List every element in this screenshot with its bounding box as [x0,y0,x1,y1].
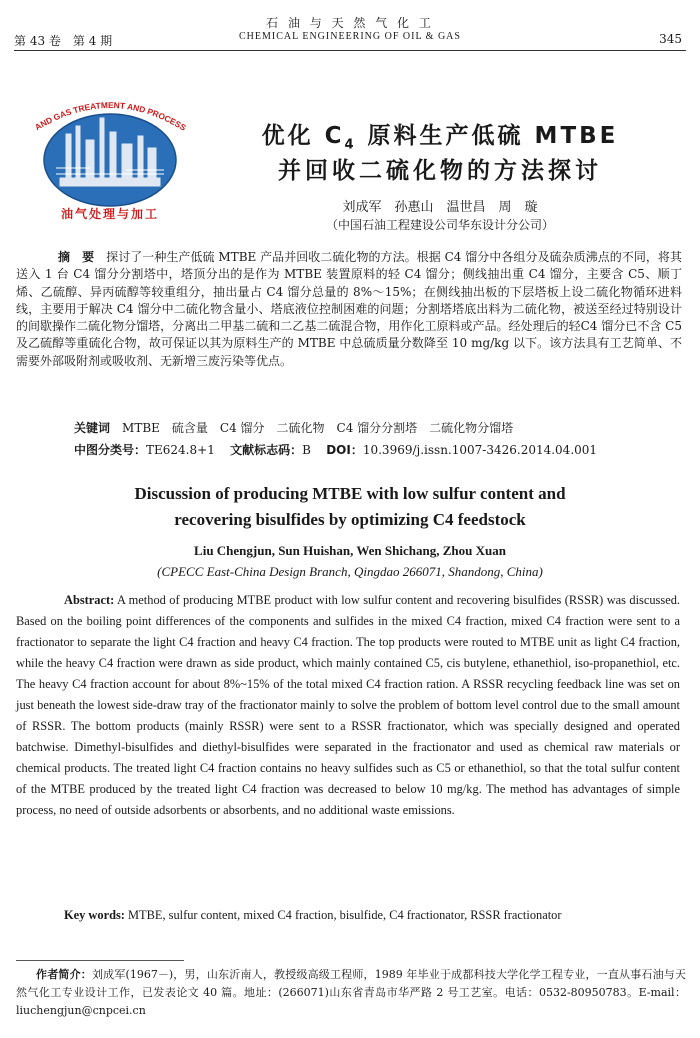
doi-value: 10.3969/j.issn.1007-3426.2014.04.001 [362,443,598,457]
title-cn-subscript: 4 [344,137,357,153]
keywords-cn [74,419,674,436]
authors-en: Liu Chengjun, Sun Huishan, Wen Shichang, Zhou Xuan [194,543,506,558]
cls-label: 中图分类号： [74,443,147,457]
title-cn-line1-b: 原料生产低硫 MTBE [356,123,619,149]
title-cn-line2: 并回收二硫化物的方法探讨 [278,158,602,184]
journal-logo-graphic [30,88,190,223]
header-divider [14,50,686,51]
logo-bottom-text: 油气处理与加工 [60,207,160,221]
abstract-cn [16,249,682,370]
keywords-en-label: Key words: [64,908,125,922]
doc-code-value: B [302,443,311,457]
title-cn-line1-a: 优化 C [261,123,345,149]
keywords-en [16,905,680,926]
classification-line [74,441,674,458]
journal-logo [30,88,190,223]
footnote-label: 作者简介： [36,968,92,981]
title-en-line1: Discussion of producing MTBE with low sulfur content and [134,484,566,503]
authors-cn: 刘成军 孙惠山 温世昌 周 璇 [342,200,538,215]
abstract-en-text: A method of producing MTBE product with low sulfur content and recovering bisulfides (RSSR) was discussed. Based on the boiling point differences of the components and sulfides in the mixed C4 fraction, mixed C4 fraction were sent to a fractionator to separate the light C4 fraction and heavy C4 fraction. The top products were routed to MTBE unit as light C4 fraction, while the heavy C4 fraction were drawn as side product, which mainly contained C5, cis butylene, ethanethiol, iso-propanethiol, etc. The heavy C4 fraction account for about 8%~15% of the total mixed C4 fraction ration. A RSSR recycling feedback line was set on just beneath the lowest side-draw tray of the fractionator mainly to solve the problem of bottom level control due to the small amount of RSSR. The bottom products (mainly RSSR) were sent to a RSSR fractionator, which was specially designed and operated batchwise. Dimethyl-bisulfides and diethyl-bisulfides were separated in the fractionator and used as chemical raw materials or chemical products. The treated light C4 fraction contains no heavy sulfides such as C5 or ethanethiol, so that the total sulfur content of the MTBE produced by the treated light C4 fraction was decreased to below 10 mg/kg. The method has advantages of simple process, no need of outside adsorbents or absorbents, and no additional waste emissions. [16,593,680,817]
journal-name-en: CHEMICAL ENGINEERING OF OIL & GAS [239,31,461,42]
footnote-text: 刘成军(1967－)，男，山东沂南人，教授级高级工程师，1989 年毕业于成都科技大学化学工程专业，一直从事石油与天然气化工专业设计工作，已发表论文 40 篇。地址：(266071)山东省青岛市华严路 2 号工艺室。电话：0532-80950783。E-mail：liuchengjun@cnpcei.cn [16,968,687,1017]
affiliation-cn: （中国石油工程建设公司华东设计分公司） [325,218,554,232]
abstract-en [16,590,680,821]
abstract-cn-text: 探讨了一种生产低硫 MTBE 产品并回收二硫化物的方法。根据 C4 馏分中各组分及硫杂质沸点的不同，将其送入 1 台 C4 馏分分割塔中，塔顶分出的是作为 MTBE 装置原料的轻 C4 馏分；侧线抽出重 C4 馏分，主要含 C5、顺丁烯、乙硫醇、异丙硫醇等较重组分，抽出量占 C4 馏分总量的 8%～15%；在侧线抽出板的下层塔板上设二硫化物循环进料线，主要用于解决 C4 馏分中二硫化物含量小、塔底液位控制困难的问题；分割塔塔底出料为二硫化物，被送至经过特别设计的间歇操作二硫化物分馏塔，分离出二甲基二硫和二乙基二硫混合物，用作化工原料或产品。经处理后的轻C4 馏分已不含 C5 及乙硫醇等重硫化合物，故可保证以其为原料生产的 MTBE 中总硫质量分数降至 10 mg/kg 以下。该方法具有工艺简单、不需要外部吸附剂或吸收剂、无新增三废污染等优点。 [16,250,682,368]
keywords-en-text: MTBE, sulfur content, mixed C4 fraction, bisulfide, C4 fractionator, RSSR fractionator [128,908,562,922]
doi-label: DOI： [326,443,363,457]
footnote-divider [16,960,184,961]
volume-issue: 第 43 卷 第 4 期 [14,34,113,48]
title-en-line2: recovering bisulfides by optimizing C4 feedstock [174,510,526,529]
abstract-en-label: Abstract: [64,593,115,607]
abstract-cn-label: 摘 要 [58,250,95,264]
cls-value: TE624.8+1 [146,443,215,457]
journal-name-cn: 石 油 与 天 然 气 化 工 [266,16,434,30]
page-number: 345 [659,32,682,46]
keywords-cn-text: MTBE 硫含量 C4 馏分 二硫化物 C4 馏分分割塔 二硫化物分馏塔 [122,421,514,435]
doc-code-label: 文献标志码： [230,443,303,457]
affiliation-en: (CPECC East-China Design Branch, Qingdao 266071, Shandong, China) [157,564,543,579]
keywords-cn-label: 关键词 [74,421,111,435]
author-footnote [16,966,686,1020]
logo-top-text: AND GAS TREATMENT AND PROCESS [32,99,188,133]
title-cn-line1 [230,117,650,153]
